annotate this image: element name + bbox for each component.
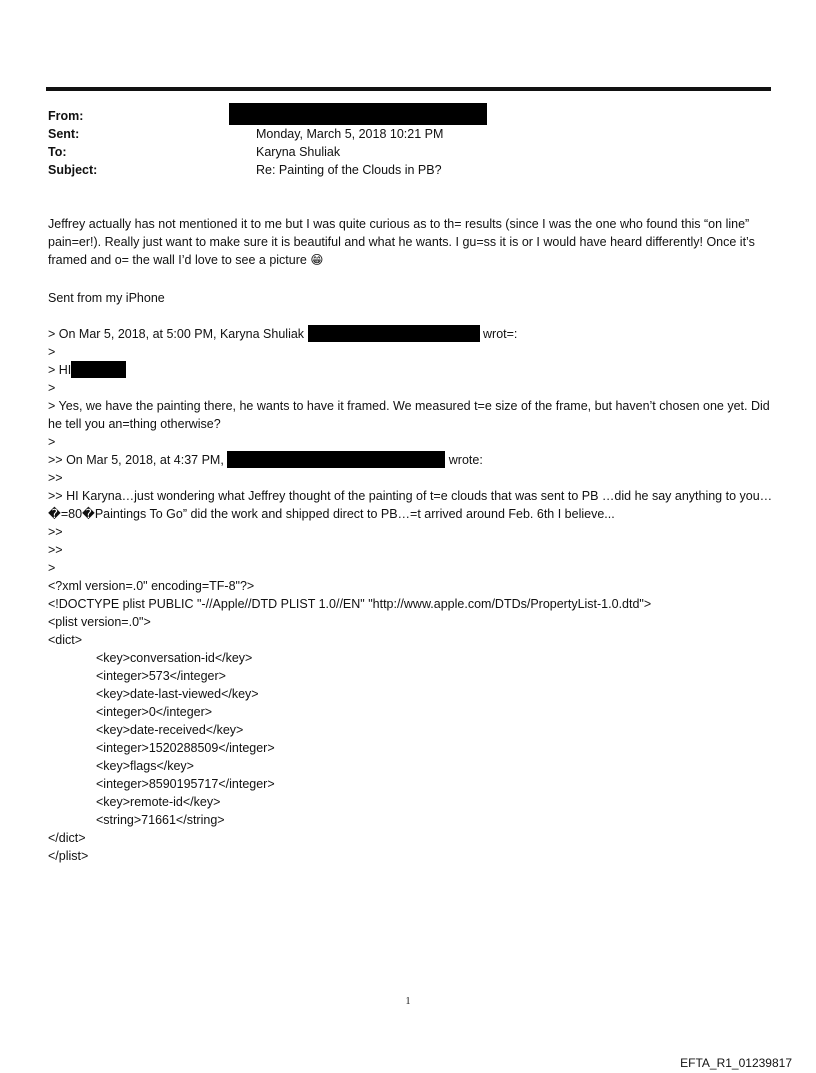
quote-header-1-suffix: wrot=: xyxy=(483,327,518,341)
sent-label: Sent: xyxy=(48,127,80,141)
quote-2-redaction xyxy=(227,451,445,468)
xml-line: <key>flags</key> xyxy=(96,759,194,773)
xml-line: <key>remote-id</key> xyxy=(96,795,221,809)
quote-greeting xyxy=(48,361,126,379)
quote-greeting-text: > HI xyxy=(48,363,72,377)
quote-header-2-suffix: wrote: xyxy=(448,453,483,467)
grinning-emoji-icon: 😁 xyxy=(310,253,324,267)
header-rule xyxy=(46,87,771,91)
quote-header-2-prefix: >> On Mar 5, 2018, at 4:37 PM, xyxy=(48,453,224,467)
xml-line: <integer>0</integer> xyxy=(96,705,213,719)
xml-line: <!DOCTYPE plist PUBLIC "-//Apple//DTD PLIST 1.0//EN" "http://www.apple.com/DTDs/PropertyList-1.0.dtd"> xyxy=(48,597,652,611)
quote-1-redaction xyxy=(308,325,480,342)
sent-value: Monday, March 5, 2018 10:21 PM xyxy=(256,127,444,141)
quote-marker: >> xyxy=(48,471,63,485)
xml-line: </plist> xyxy=(48,849,89,863)
quote-marker: > xyxy=(48,435,56,449)
xml-line: <?xml version=.0" encoding=TF-8"?> xyxy=(48,579,255,593)
quote-marker: >> xyxy=(48,543,63,557)
from-redaction xyxy=(229,103,487,125)
quote-header-1 xyxy=(48,325,517,343)
quote-marker: >> xyxy=(48,525,63,539)
greeting-redaction xyxy=(71,361,126,378)
xml-line: </dict> xyxy=(48,831,86,845)
quote-marker: > xyxy=(48,345,56,359)
to-value: Karyna Shuliak xyxy=(256,145,341,159)
xml-line: <integer>1520288509</integer> xyxy=(96,741,275,755)
xml-line: <key>date-received</key> xyxy=(96,723,244,737)
quote-original-paragraph: >> HI Karyna…just wondering what Jeffrey thought of the painting of t=e clouds that was sent to PB …did he say anything to you…�=80�Paintings To Go” did the work and shipped direct to PB…=t arrived around Feb. 6th I believe... xyxy=(48,489,773,521)
subject-label: Subject: xyxy=(48,163,98,177)
quote-header-2 xyxy=(48,451,483,469)
xml-line: <integer>573</integer> xyxy=(96,669,226,683)
subject-value: Re: Painting of the Clouds in PB? xyxy=(256,163,442,177)
signature: Sent from my iPhone xyxy=(48,291,165,305)
xml-line: <string>71661</string> xyxy=(96,813,225,827)
xml-line: <key>conversation-id</key> xyxy=(96,651,253,665)
document-id: EFTA_R1_01239817 xyxy=(680,1056,792,1070)
quote-reply-paragraph: > Yes, we have the painting there, he wants to have it framed. We measured t=e size of the frame, but haven’t chosen one yet. Did he tell you an=thing otherwise? xyxy=(48,399,770,431)
xml-line: <dict> xyxy=(48,633,83,647)
page-number: 1 xyxy=(405,996,411,1007)
xml-line: <plist version=.0"> xyxy=(48,615,151,629)
from-label: From: xyxy=(48,109,84,123)
quote-marker: > xyxy=(48,381,56,395)
to-label: To: xyxy=(48,145,67,159)
quote-marker: > xyxy=(48,561,56,575)
body-paragraph xyxy=(48,215,773,269)
xml-line: <integer>8590195717</integer> xyxy=(96,777,275,791)
quote-header-1-prefix: > On Mar 5, 2018, at 5:00 PM, Karyna Shuliak xyxy=(48,327,305,341)
body-paragraph-text: Jeffrey actually has not mentioned it to me but I was quite curious as to th= results (since I was the one who found this “on line” pain=er!). Really just want to make sure it is beautiful and what he wants. I gu=ss it is or I would have heard differently! Once it’s framed and o= the wall I’d love to see a picture xyxy=(48,217,755,267)
xml-line: <key>date-last-viewed</key> xyxy=(96,687,259,701)
